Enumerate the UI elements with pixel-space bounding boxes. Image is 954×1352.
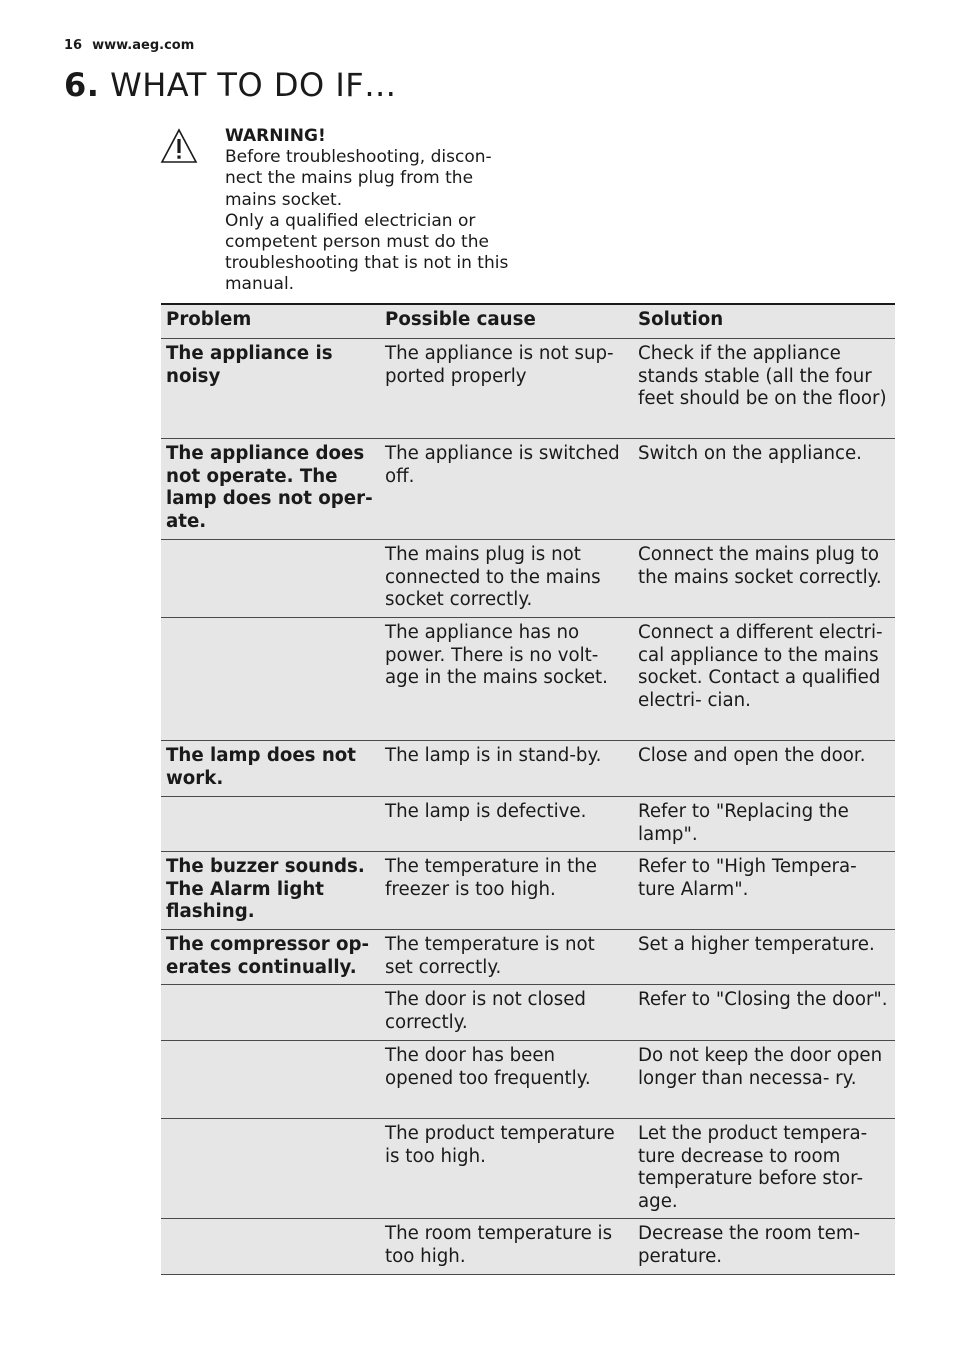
table-row xyxy=(161,339,895,439)
problem-cell xyxy=(161,985,380,1041)
warning-line: manual. xyxy=(225,274,295,295)
cause-cell: The lamp is defective. xyxy=(380,797,633,852)
table-row xyxy=(161,618,895,741)
solution-cell: Set a higher temperature. xyxy=(633,930,895,985)
column-header-cause: Possible cause xyxy=(380,304,633,339)
solution-cell: Refer to "High Tempera- ture Alarm". xyxy=(633,852,895,930)
troubleshooting-table xyxy=(161,303,895,1275)
solution-cell: Connect the mains plug to the mains socket correctly. xyxy=(633,540,895,618)
table-row xyxy=(161,1119,895,1219)
warning-text xyxy=(225,126,525,296)
cause-cell: The lamp is in stand-by. xyxy=(380,741,633,797)
cause-cell: The appliance is switched off. xyxy=(380,439,633,540)
table-row xyxy=(161,797,895,852)
problem-cell: The appliance does not operate. The lamp does not oper- ate. xyxy=(161,439,380,540)
table-row xyxy=(161,985,895,1041)
warning-line: Before troubleshooting, discon- xyxy=(225,147,492,168)
page-number: 16 xyxy=(64,38,83,53)
problem-cell: The buzzer sounds. The Alarm light flashing. xyxy=(161,852,380,930)
solution-cell: Check if the appliance stands stable (all the four feet should be on the floor) xyxy=(633,339,895,439)
page-header xyxy=(64,38,194,53)
warning-line: competent person must do the xyxy=(225,232,489,253)
table-row xyxy=(161,852,895,930)
table-row xyxy=(161,439,895,540)
warning-line: troubleshooting that is not in this xyxy=(225,253,509,274)
problem-cell xyxy=(161,1219,380,1275)
cause-cell: The door is not closed correctly. xyxy=(380,985,633,1041)
problem-cell xyxy=(161,797,380,852)
cause-cell: The appliance is not sup- ported properly xyxy=(380,339,633,439)
column-header-solution: Solution xyxy=(633,304,895,339)
solution-cell: Let the product tempera- ture decrease to room temperature before stor- age. xyxy=(633,1119,895,1219)
cause-cell: The appliance has no power. There is no volt- age in the mains socket. xyxy=(380,618,633,741)
section-title-text: WHAT TO DO IF… xyxy=(110,66,397,104)
site-url: www.aeg.com xyxy=(92,38,195,53)
table-row xyxy=(161,930,895,985)
cause-cell: The mains plug is not connected to the mains socket correctly. xyxy=(380,540,633,618)
problem-cell xyxy=(161,1119,380,1219)
solution-cell: Close and open the door. xyxy=(633,741,895,797)
cause-cell: The temperature in the freezer is too high. xyxy=(380,852,633,930)
problem-cell xyxy=(161,618,380,741)
section-title xyxy=(64,66,397,104)
solution-cell: Refer to "Replacing the lamp". xyxy=(633,797,895,852)
column-header-problem: Problem xyxy=(161,304,380,339)
table-row xyxy=(161,741,895,797)
solution-cell: Do not keep the door open longer than necessa- ry. xyxy=(633,1041,895,1119)
cause-cell: The product temperature is too high. xyxy=(380,1119,633,1219)
problem-cell xyxy=(161,1041,380,1119)
solution-cell: Decrease the room tem- perature. xyxy=(633,1219,895,1275)
table-row xyxy=(161,1219,895,1275)
warning-line: mains socket. xyxy=(225,189,343,210)
problem-cell xyxy=(161,540,380,618)
problem-cell: The compressor op- erates continually. xyxy=(161,930,380,985)
warning-title: WARNING! xyxy=(225,126,326,146)
solution-cell: Connect a different electri- cal appliance to the mains socket. Contact a qualified electri- cian. xyxy=(633,618,895,741)
table-row xyxy=(161,540,895,618)
table-header-row xyxy=(161,304,895,339)
warning-line: Only a qualified electrician or xyxy=(225,210,476,231)
problem-cell: The lamp does not work. xyxy=(161,741,380,797)
warning-triangle-icon xyxy=(160,128,198,164)
cause-cell: The temperature is not set correctly. xyxy=(380,930,633,985)
table-row xyxy=(161,1041,895,1119)
solution-cell: Refer to "Closing the door". xyxy=(633,985,895,1041)
warning-line: nect the mains plug from the xyxy=(225,168,474,189)
solution-cell: Switch on the appliance. xyxy=(633,439,895,540)
problem-cell: The appliance is noisy xyxy=(161,339,380,439)
cause-cell: The door has been opened too frequently. xyxy=(380,1041,633,1119)
section-number: 6. xyxy=(64,66,100,104)
cause-cell: The room temperature is too high. xyxy=(380,1219,633,1275)
